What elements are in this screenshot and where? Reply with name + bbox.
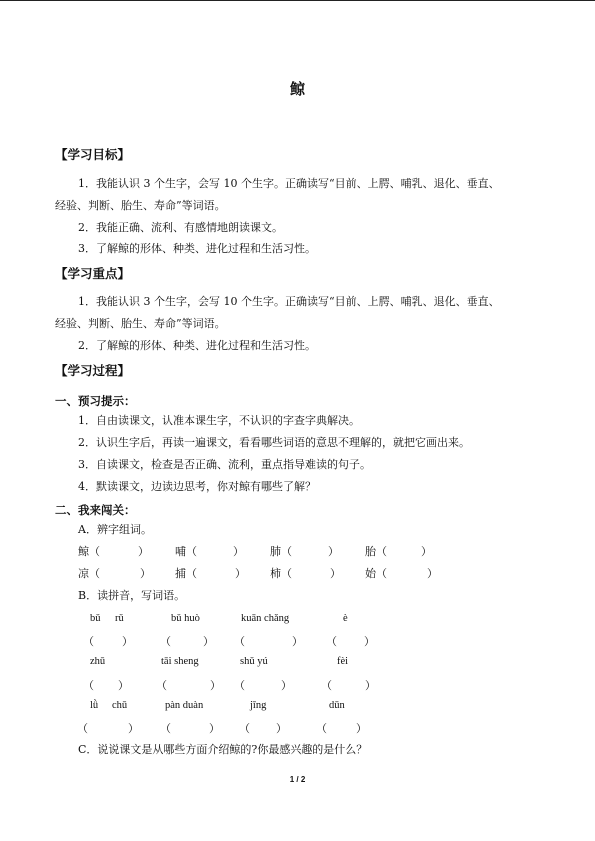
answer-paren-close: ）	[210, 679, 221, 692]
focus-item: 1．我能认识 3 个生字，会写 10 个生字。正确读写“目前、上腭、哺乳、退化、垂直、	[78, 295, 500, 308]
process-heading: 【学习过程】	[55, 363, 131, 378]
char-cell: 捕（	[175, 567, 197, 580]
preview-item: 1．自由读课文，认准本课生字，不认识的字查字典解决。	[78, 414, 360, 427]
page-number: 1 / 2	[289, 775, 306, 784]
pinyin-text: bǔ	[90, 613, 101, 624]
char-cell: 哺（	[175, 545, 197, 558]
focus-heading: 【学习重点】	[55, 266, 131, 281]
answer-paren-close: ）	[122, 635, 133, 648]
answer-paren-open: （	[239, 722, 250, 735]
answer-paren-close: ）	[276, 722, 287, 735]
goals-item: 1．我能认识 3 个生字，会写 10 个生字。正确读写“目前、上腭、哺乳、退化、垂直、	[78, 177, 500, 190]
answer-paren-open: （	[156, 679, 167, 692]
answer-paren-open: （	[160, 722, 171, 735]
pinyin-text: rǔ	[115, 613, 124, 624]
answer-paren-open: （	[316, 722, 327, 735]
char-cell: ）	[421, 545, 432, 558]
answer-paren-open: （	[234, 679, 245, 692]
part-b-title: B．读拼音，写词语。	[78, 589, 186, 602]
char-cell: 胎（	[365, 545, 387, 558]
answer-paren-close: ）	[281, 679, 292, 692]
part-c-title: C．说说课文是从哪些方面介绍鲸的?你最感兴趣的是什么？	[78, 743, 368, 756]
char-cell: 柿（	[270, 567, 292, 580]
pinyin-text: zhū	[90, 656, 106, 667]
goals-item: 3．了解鲸的形体、种类、进化过程和生活习性。	[78, 242, 316, 255]
preview-title: 一、预习提示：	[55, 394, 136, 408]
pinyin-text: tāi sheng	[161, 656, 199, 667]
answer-paren-close: ）	[365, 679, 376, 692]
focus-item: 2．了解鲸的形体、种类、进化过程和生活习性。	[78, 339, 316, 352]
char-cell: ）	[328, 545, 339, 558]
answer-paren-close: ）	[209, 722, 220, 735]
char-cell: 凉（	[78, 567, 100, 580]
char-cell: ）	[235, 567, 246, 580]
answer-paren-open: （	[77, 722, 88, 735]
char-cell: ）	[233, 545, 244, 558]
pinyin-text: fèi	[337, 656, 349, 667]
char-cell: ）	[427, 567, 438, 580]
answer-paren-open: （	[321, 679, 332, 692]
answer-paren-close: ）	[203, 635, 214, 648]
char-cell: 始（	[365, 567, 387, 580]
char-cell: ）	[138, 545, 149, 558]
goals-item: 2．我能正确、流利、有感情地朗读课文。	[78, 221, 283, 234]
char-cell: ）	[140, 567, 151, 580]
char-cell: 鲸（	[78, 545, 100, 558]
pinyin-text: è	[343, 613, 348, 624]
answer-paren-open: （	[83, 679, 94, 692]
pinyin-text: bǔ huò	[171, 613, 200, 624]
pinyin-text: dūn	[329, 700, 345, 711]
pinyin-text: jīng	[250, 700, 267, 711]
pinyin-text: pàn duàn	[165, 700, 204, 711]
pinyin-text: shǔ yú	[240, 656, 268, 667]
char-cell: 肺（	[270, 545, 292, 558]
challenge-title: 二、我来闯关：	[55, 503, 136, 517]
answer-paren-close: ）	[128, 722, 139, 735]
preview-item: 2．认识生字后，再读一遍课文，看看哪些词语的意思不理解的，就把它画出来。	[78, 436, 470, 449]
answer-paren-close: ）	[292, 635, 303, 648]
answer-paren-open: （	[160, 635, 171, 648]
goals-item: 经验、判断、胎生、寿命”等词语。	[55, 199, 226, 212]
preview-item: 3．自读课文，检查是否正确、流利，重点指导难读的句子。	[78, 458, 371, 471]
answer-paren-open: （	[83, 635, 94, 648]
answer-paren-open: （	[326, 635, 337, 648]
part-a-title: A．辨字组词。	[78, 523, 152, 536]
pinyin-text: chū	[112, 700, 128, 711]
pinyin-text: kuān chǎng	[241, 613, 290, 624]
focus-item: 经验、判断、胎生、寿命”等词语。	[55, 317, 226, 330]
answer-paren-close: ）	[356, 722, 367, 735]
page-title: 鲸	[289, 80, 305, 98]
goals-heading: 【学习目标】	[55, 147, 131, 162]
answer-paren-open: （	[234, 635, 245, 648]
pinyin-text: lǜ	[90, 700, 99, 711]
answer-paren-close: ）	[118, 679, 129, 692]
char-cell: ）	[330, 567, 341, 580]
preview-item: 4．默读课文，边读边思考，你对鲸有哪些了解？	[78, 480, 316, 493]
answer-paren-close: ）	[364, 635, 375, 648]
